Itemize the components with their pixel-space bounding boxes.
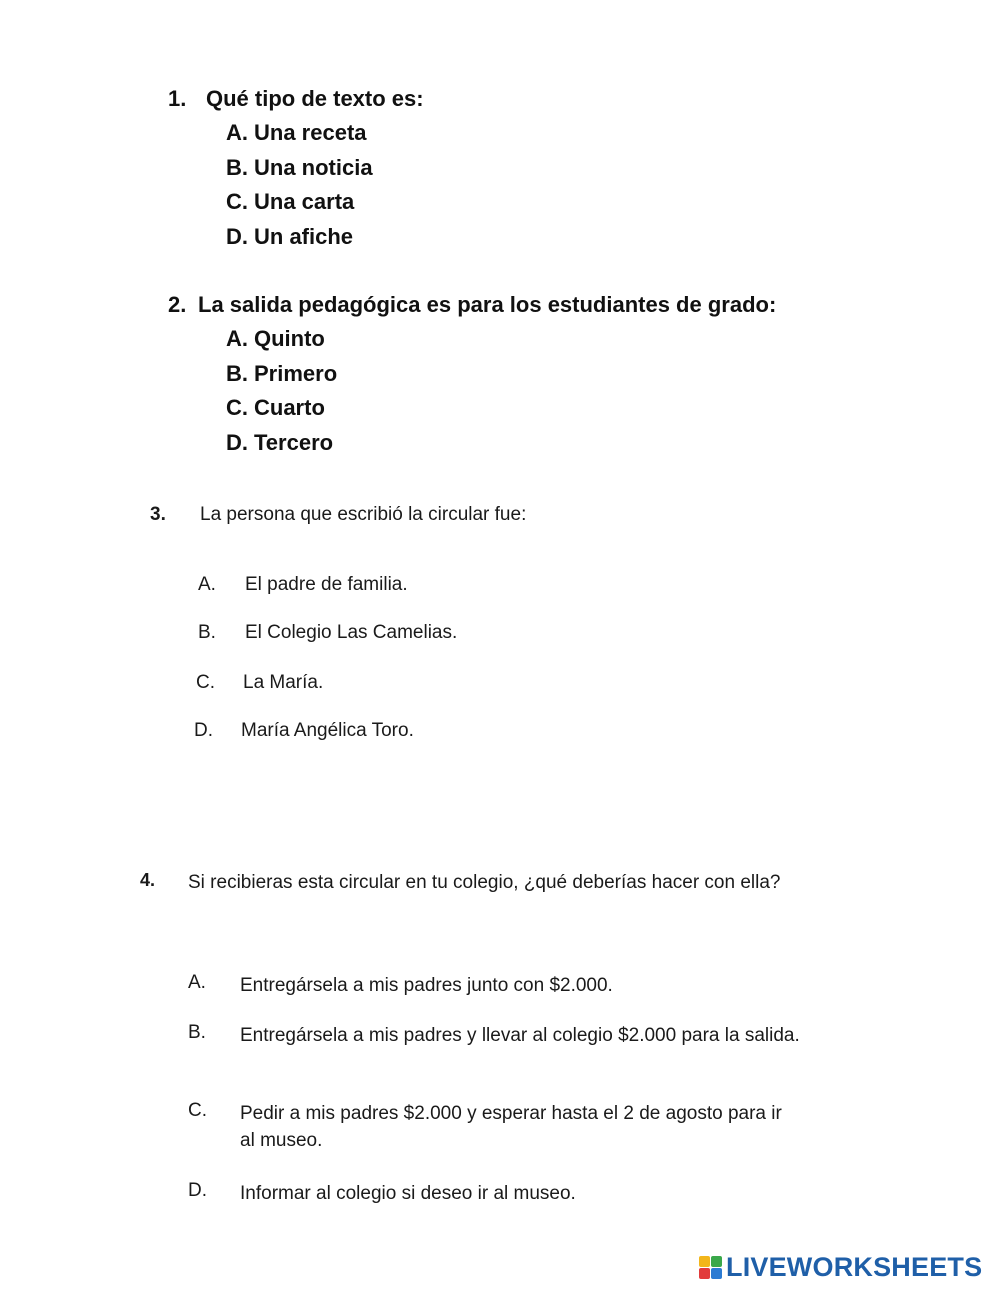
option-text: Tercero <box>254 429 334 455</box>
question-number: 1. <box>168 86 187 111</box>
option-text: Quinto <box>254 326 325 352</box>
option-text: Una carta <box>254 189 355 215</box>
option-text: El Colegio Las Camelias. <box>245 622 458 643</box>
option-b <box>226 151 424 185</box>
option-c <box>226 391 776 425</box>
option-text: Una noticia <box>254 154 373 180</box>
logo-blocks-icon <box>699 1256 722 1279</box>
liveworksheets-logo <box>699 1252 982 1283</box>
option-b <box>188 1022 800 1049</box>
option-a <box>188 972 800 999</box>
option-letter: D. <box>194 720 213 741</box>
logo-block <box>711 1256 722 1267</box>
option-a <box>198 574 408 596</box>
question-text: La persona que escribió la circular fue: <box>200 504 527 525</box>
option-text: Cuarto <box>254 395 325 421</box>
option-a <box>226 322 776 356</box>
option-text: El padre de familia. <box>245 574 408 595</box>
option-letter: B. <box>226 360 248 386</box>
option-letter: C. <box>196 672 215 693</box>
option-c <box>196 672 323 694</box>
question-2 <box>168 288 776 460</box>
option-text: Informar al colegio si deseo ir al museo. <box>240 1183 576 1204</box>
option-letter: A. <box>188 972 206 993</box>
option-text: Entregársela a mis padres junto con $2.000. <box>240 975 613 996</box>
option-a <box>226 116 424 150</box>
option-letter: A. <box>226 326 248 352</box>
question-text: Si recibieras esta circular en tu colegio, ¿qué deberías hacer con ella? <box>188 872 781 893</box>
logo-text: LIVEWORKSHEETS <box>726 1252 983 1282</box>
option-letter: A. <box>226 120 248 146</box>
logo-block <box>699 1268 710 1279</box>
question-text: La salida pedagógica es para los estudiantes de grado: <box>198 292 777 317</box>
question-3 <box>150 504 750 754</box>
question-4 <box>140 870 860 1210</box>
question-4-heading <box>140 870 860 896</box>
question-number: 3. <box>150 504 166 525</box>
question-2-heading <box>168 288 776 322</box>
question-1 <box>168 82 424 254</box>
option-letter: D. <box>226 429 248 455</box>
question-3-heading <box>150 504 750 526</box>
question-text: Qué tipo de texto es: <box>206 86 424 111</box>
option-b <box>226 357 776 391</box>
option-letter: D. <box>226 223 248 249</box>
option-text: María Angélica Toro. <box>241 720 414 741</box>
option-letter: C. <box>188 1100 207 1121</box>
option-letter: D. <box>188 1180 207 1201</box>
option-d <box>226 426 776 460</box>
question-1-heading <box>168 82 424 116</box>
option-d <box>188 1180 800 1207</box>
logo-block <box>699 1256 710 1267</box>
option-b <box>198 622 457 644</box>
option-text: La María. <box>243 672 324 693</box>
option-d <box>226 220 424 254</box>
option-text: Entregársela a mis padres y llevar al colegio $2.000 para la salida. <box>240 1025 800 1046</box>
option-letter: B. <box>198 622 216 643</box>
option-text: Primero <box>254 360 338 386</box>
option-letter: A. <box>198 574 216 595</box>
logo-block <box>711 1268 722 1279</box>
question-number: 2. <box>168 292 187 317</box>
option-letter: B. <box>188 1022 206 1043</box>
option-letter: C. <box>226 189 248 215</box>
option-letter: C. <box>226 395 248 421</box>
question-number: 4. <box>140 870 156 890</box>
option-text: Un afiche <box>254 223 354 249</box>
option-text: Una receta <box>254 120 367 146</box>
option-c <box>188 1100 800 1154</box>
option-c <box>226 185 424 219</box>
option-text: Pedir a mis padres $2.000 y esperar hasta el 2 de agosto para ir al museo. <box>240 1103 782 1151</box>
option-letter: B. <box>226 154 248 180</box>
option-d <box>194 720 414 742</box>
